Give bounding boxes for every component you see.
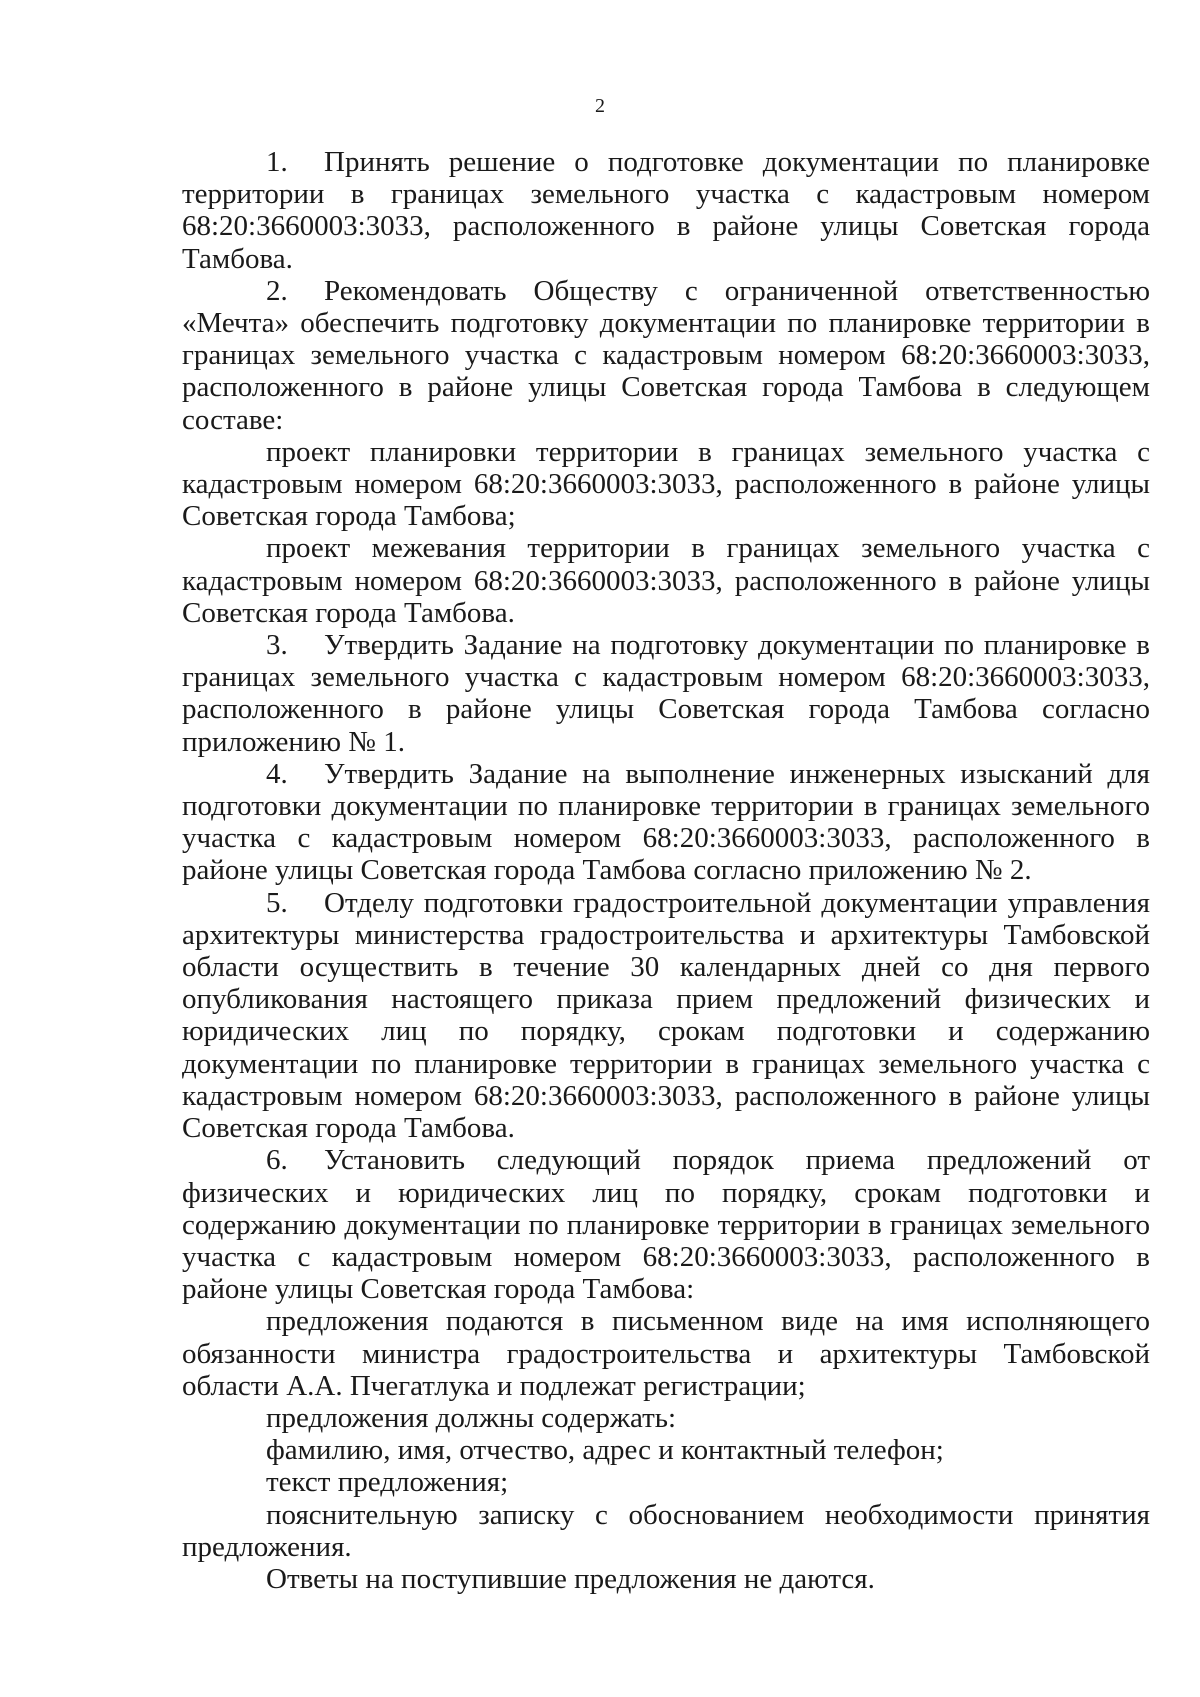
list-item-submission (182, 1305, 1150, 1402)
paragraph-text: пояснительную записку с обоснованием необходимости принятия предложения. (182, 1498, 1150, 1563)
paragraph-2 (182, 275, 1150, 436)
paragraph-text: предложения подаются в письменном виде на имя исполняющего обязанности министра градостроительства и архитектуры Тамбовской области А.А. Пчегатлука и подлежат регистрации; (182, 1305, 1150, 1402)
paragraph-5 (182, 887, 1150, 1145)
paragraph-text: Утвердить Задание на подготовку документации по планировке в границах земельного участка с кадастровым номером 68:20:3660003:3033, расположенного в районе улицы Советская города Тамбова согласно приложению № 1. (182, 629, 1150, 758)
paragraph-number: 5. (266, 886, 288, 919)
document-body (182, 146, 1150, 1595)
paragraph-1 (182, 146, 1150, 275)
list-item-contents (182, 1402, 1150, 1434)
paragraph-3 (182, 629, 1150, 758)
list-item-surveying-project (182, 532, 1150, 629)
page-number: 2 (595, 95, 605, 117)
paragraph-number: 2. (266, 274, 288, 307)
paragraph-number: 6. (266, 1144, 288, 1177)
paragraph-text: Рекомендовать Обществу с ограниченной ответственностью «Мечта» обеспечить подготовку документации по планировке территории в границах земельного участка с кадастровым номером 68:20:3660003:3033, расположенного в районе улицы Советская города Тамбова в следующем составе: (182, 274, 1150, 436)
paragraph-number: 4. (266, 757, 288, 790)
paragraph-text: текст предложения; (266, 1466, 509, 1499)
paragraph-6 (182, 1144, 1150, 1305)
paragraph-number: 3. (266, 629, 288, 662)
list-item-planning-project (182, 436, 1150, 533)
paragraph-text: Принять решение о подготовке документации по планировке территории в границах земельного участка с кадастровым номером 68:20:3660003:3033, расположенного в районе улицы Советская города Тамбова. (182, 146, 1150, 275)
list-item-proposal-text (182, 1466, 1150, 1498)
paragraph-text: Ответы на поступившие предложения не даются. (266, 1562, 875, 1595)
closing-paragraph (182, 1563, 1150, 1595)
paragraph-text: Утвердить Задание на выполнение инженерных изысканий для подготовки документации по планировке территории в границах земельного участка с кадастровым номером 68:20:3660003:3033, расположенного в районе улицы Советская города Тамбова согласно приложению № 2. (182, 757, 1150, 887)
paragraph-text: предложения должны содержать: (266, 1401, 677, 1434)
paragraph-text: Отделу подготовки градостроительной документации управления архитектуры министерства градостроительства и архитектуры Тамбовской области осуществить в течение 30 календарных дней со дня первого опубликования настоящего приказа прием предложений физических и юридических лиц по порядку, срокам подготовки и содержанию документации по планировке территории в границах земельного участка с кадастровым номером 68:20:3660003:3033, расположенного в районе улицы Советская города Тамбова. (182, 886, 1150, 1145)
paragraph-text: проект межевания территории в границах земельного участка с кадастровым номером 68:20:3660003:3033, расположенного в районе улицы Советская города Тамбова. (182, 532, 1150, 629)
list-item-contact-details (182, 1434, 1150, 1466)
paragraph-4 (182, 758, 1150, 887)
list-item-explanatory-note (182, 1499, 1150, 1563)
paragraph-number: 1. (266, 146, 288, 178)
paragraph-text: Установить следующий порядок приема предложений от физических и юридических лиц по порядку, срокам подготовки и содержанию документации по планировке территории в границах земельного участка с кадастровым номером 68:20:3660003:3033, расположенного в районе улицы Советская города Тамбова: (182, 1144, 1150, 1306)
paragraph-text: фамилию, имя, отчество, адрес и контактный телефон; (266, 1434, 944, 1467)
paragraph-text: проект планировки территории в границах земельного участка с кадастровым номером 68:20:3660003:3033, расположенного в районе улицы Советская города Тамбова; (182, 435, 1150, 533)
